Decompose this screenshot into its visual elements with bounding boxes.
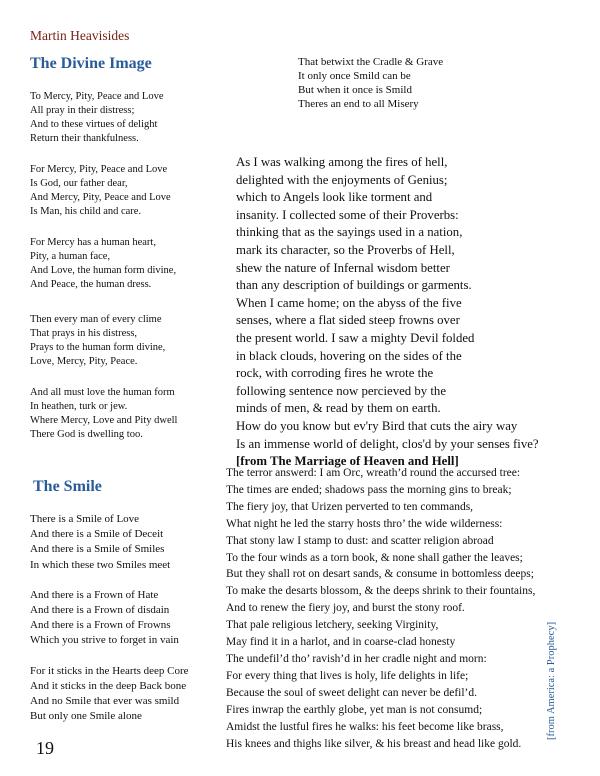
- poem-line: All pray in their distress;: [30, 105, 135, 116]
- poem-line: And Love, the human form divine,: [30, 265, 177, 276]
- prose-line: insanity. I collected some of their Proverbs:: [236, 207, 459, 222]
- poem-line: And to these virtues of delight: [30, 119, 158, 130]
- poem-line: And all must love the human form: [30, 387, 175, 398]
- poem-line: And there is a Frown of Frowns: [30, 619, 171, 632]
- poem-line: Is God, our father dear,: [30, 178, 128, 189]
- poem-line: Fires inwrap the earthly globe, yet man is not consumd;: [226, 703, 483, 716]
- divine-image-stanza-5: [30, 386, 177, 442]
- prose-line: minds of men, & read by them on earth.: [236, 401, 441, 416]
- poem-line: But when it once is Smild: [298, 84, 412, 96]
- divine-image-stanza-2: [30, 163, 171, 219]
- poem-line: Because the soul of sweet delight can never be defil’d.: [226, 686, 477, 699]
- prose-line: shew the nature of Infernal wisdom better: [236, 260, 450, 275]
- poem-line: The undefil’d tho’ ravish’d in her cradle night and morn:: [226, 652, 487, 665]
- prose-line: Is an immense world of delight, clos'd by your senses five?: [236, 436, 539, 451]
- poem-line: And there is a Frown of disdain: [30, 604, 170, 617]
- poem-line: And Mercy, Pity, Peace and Love: [30, 192, 171, 203]
- prose-line: delighted with the enjoyments of Genius;: [236, 172, 448, 187]
- poem-line: His knees and thighs like silver, & his breast and head like gold.: [226, 737, 522, 750]
- poem-line: To the four winds as a torn book, & none shall gather the leaves;: [226, 551, 523, 564]
- poem-line: And there is a Frown of Hate: [30, 588, 159, 601]
- poem-line: It only once Smild can be: [298, 70, 411, 82]
- poem-line: In which these two Smiles meet: [30, 558, 171, 571]
- prose-line: following sentence now percieved by the: [236, 383, 447, 398]
- prose-line: in black clouds, hovering on the sides of the: [236, 348, 462, 363]
- poem-line: Pity, a human face,: [30, 251, 111, 262]
- poem-line: But only one Smile alone: [30, 710, 142, 723]
- prose-line: than any description of buildings or garments.: [236, 278, 472, 293]
- poem-line: To make the desarts blossom, & the deeps shrink to their fountains,: [226, 585, 536, 598]
- prose-line: As I was walking among the fires of hell,: [236, 155, 448, 169]
- poem-line: Amidst the lustful fires he walks: his feet become like brass,: [226, 720, 504, 733]
- divine-image-stanza-4: [30, 313, 165, 369]
- poem-line: For Mercy, Pity, Peace and Love: [30, 164, 168, 175]
- poem-line: Which you strive to forget in vain: [30, 634, 179, 647]
- poem-line: That betwixt the Cradle & Grave: [298, 56, 444, 68]
- poem-line: That stony law I stamp to dust: and scatter religion abroad: [226, 534, 494, 547]
- poem-line: The terror answerd: I am Orc, wreath’d round the accursed tree:: [226, 467, 521, 479]
- poem-line: To Mercy, Pity, Peace and Love: [30, 91, 164, 102]
- poem-line: And it sticks in the deep Back bone: [30, 679, 187, 692]
- divine-image-title: The Divine Image: [30, 55, 152, 72]
- poem-line: And there is a Smile of Deceit: [30, 528, 164, 541]
- orc-passage: [226, 465, 535, 752]
- prose-line: thinking that as the sayings used in a nation,: [236, 225, 463, 240]
- poem-line: In heathen, turk or jew.: [30, 401, 128, 412]
- poem-line: Theres an end to all Misery: [298, 98, 419, 110]
- poem-line: Prays to the human form divine,: [30, 342, 166, 353]
- divine-image-stanza-3: [30, 236, 176, 292]
- poem-line: For every thing that lives is holy, life delights in life;: [226, 669, 469, 682]
- prose-line: senses, where a flat sided steep frowns over: [236, 313, 460, 328]
- poem-line: Then every man of every clime: [30, 314, 162, 325]
- proverbs-source: [from The Marriage of Heaven and Hell]: [236, 454, 459, 469]
- poem-line: Return their thankfulness.: [30, 133, 139, 144]
- stanza-gap: [30, 649, 189, 664]
- poem-line: May find it in a harlot, and in coarse-clad honesty: [226, 636, 456, 649]
- prose-line: mark its character, so the Proverbs of Hell,: [236, 242, 455, 257]
- smile-title: The Smile: [33, 478, 102, 495]
- poem-line: And Peace, the human dress.: [30, 279, 152, 290]
- poem-line: What night he led the starry hosts thro’ the wide wilderness:: [226, 517, 503, 530]
- proverbs-passage: [236, 154, 539, 471]
- author-name: Martin Heavisides: [30, 28, 130, 43]
- prose-line: How do you know but ev'ry Bird that cuts the airy way: [236, 418, 518, 433]
- cradle-grave-stanza: [298, 55, 443, 111]
- prose-line: which to Angels look like torment and: [236, 190, 433, 205]
- page-number: 19: [36, 738, 54, 758]
- stanza-gap: [30, 573, 189, 588]
- divine-image-stanza-1: [30, 90, 164, 146]
- poem-line: And no Smile that ever was smild: [30, 695, 180, 708]
- poem-line: For it sticks in the Hearts deep Core: [30, 664, 189, 677]
- smile-poem: [30, 512, 189, 724]
- prose-line: rock, with corroding fires he wrote the: [236, 366, 434, 381]
- poem-line: There is a Smile of Love: [30, 513, 140, 525]
- poem-line: And there is a Smile of Smiles: [30, 543, 165, 556]
- poem-line: That prays in his distress,: [30, 328, 138, 339]
- poem-line: That pale religious letchery, seeking Virginity,: [226, 619, 439, 632]
- poem-line: But they shall rot on desart sands, & consume in bottomless deeps;: [226, 568, 534, 581]
- poem-line: The times are ended; shadows pass the morning gins to break;: [226, 483, 512, 496]
- prose-line: the present world. I saw a mighty Devil folded: [236, 330, 475, 345]
- poem-line: There God is dwelling too.: [30, 429, 143, 440]
- poem-line: Love, Mercy, Pity, Peace.: [30, 356, 138, 367]
- poem-line: Is Man, his child and care.: [30, 206, 142, 217]
- poem-line: And to renew the fiery joy, and burst the stony roof.: [226, 602, 465, 615]
- poem-line: The fiery joy, that Urizen perverted to ten commands,: [226, 500, 474, 513]
- orc-source: [from America: a Prophecy]: [546, 621, 557, 740]
- poem-line: For Mercy has a human heart,: [30, 237, 156, 248]
- prose-line: When I came home; on the abyss of the five: [236, 295, 462, 310]
- poem-line: Where Mercy, Love and Pity dwell: [30, 415, 178, 426]
